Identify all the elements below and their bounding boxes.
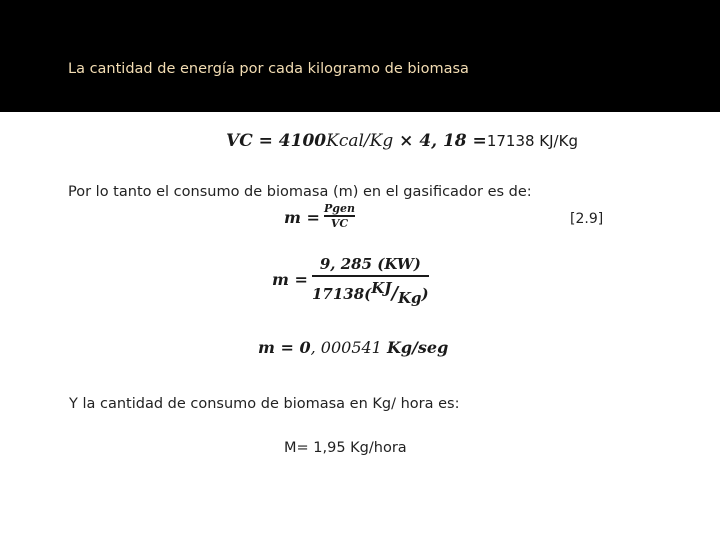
m-calc-lhs: m = — [272, 270, 308, 289]
m-calc-fraction — [312, 255, 429, 307]
fraction-bar — [312, 275, 429, 277]
numerator-unit: KW — [384, 255, 414, 273]
m-calc-numerator — [320, 255, 421, 273]
vc-result: 17138 KJ/Kg — [486, 132, 578, 150]
m-result-lhs: m = 0 — [258, 338, 311, 357]
vc-times: × 4, 18 = — [393, 131, 487, 151]
m-result-unit: Kg/seg — [386, 338, 449, 357]
vc-equation — [226, 131, 578, 151]
m-def-lhs: m = — [284, 208, 320, 227]
intro-text: Por lo tanto el consumo de biomasa (m) en el gasificador es de: — [68, 184, 532, 200]
summary-sentence: Y la cantidad de consumo de biomasa en Kg/ hora es: — [69, 396, 460, 412]
m-result-equation — [258, 338, 448, 357]
slide-header — [0, 0, 720, 112]
denominator-close: ) — [421, 284, 429, 303]
numerator-value: 9, 285 ( — [319, 255, 385, 273]
slide-title: La cantidad de energía por cada kilogramo de biomasa — [68, 61, 469, 77]
denominator-slash: / — [391, 282, 399, 304]
equation-reference: [2.9] — [570, 211, 604, 227]
denominator-unit-bottom: Kg — [398, 288, 422, 307]
vc-unit: Kcal/Kg — [326, 131, 394, 151]
m-calc-denominator — [312, 279, 429, 307]
m-def-fraction — [324, 202, 355, 230]
m-def-numerator: Pgen — [324, 202, 355, 215]
denominator-unit-top: KJ — [371, 278, 392, 297]
m-def-denominator: VC — [330, 216, 349, 230]
denominator-value: 17138( — [312, 284, 372, 303]
m-result-value: , 000541 — [310, 338, 387, 357]
summary-result: M= 1,95 Kg/hora — [284, 440, 407, 456]
numerator-close: ) — [413, 255, 421, 273]
vc-lhs: VC = 4100 — [226, 131, 327, 151]
